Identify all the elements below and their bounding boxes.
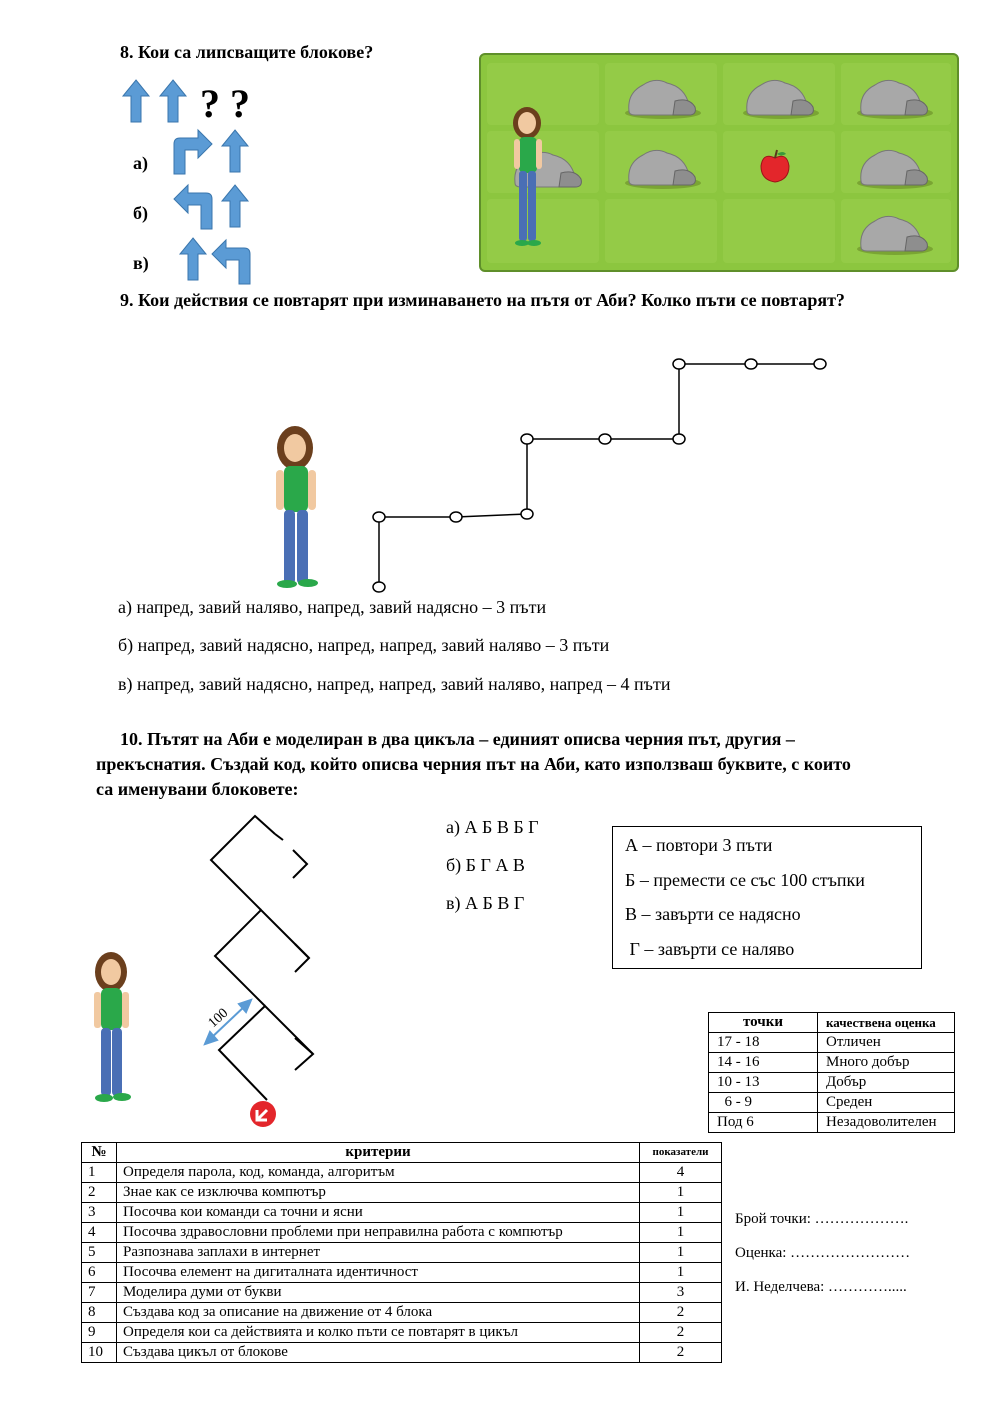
turn-left-arrow-icon bbox=[212, 240, 250, 284]
path-node bbox=[673, 434, 685, 444]
path-node bbox=[450, 512, 462, 522]
table-row: 6 - 9 Среден bbox=[709, 1093, 955, 1113]
path-node bbox=[373, 582, 385, 592]
block-legend bbox=[612, 826, 922, 969]
game-board-grid bbox=[479, 53, 959, 272]
legend-item-c: В – завърти се надясно bbox=[625, 904, 801, 924]
criteria-header-criteria: критерии bbox=[117, 1143, 640, 1163]
up-arrow-icon bbox=[160, 80, 186, 122]
table-row: 10 - 13 Добър bbox=[709, 1073, 955, 1093]
q10-title-line3: са именувани блоковете: bbox=[96, 779, 299, 799]
path-node bbox=[599, 434, 611, 444]
grade-header-quality: качествена оценка bbox=[818, 1013, 955, 1033]
table-row: 14 - 16 Много добър bbox=[709, 1053, 955, 1073]
q9-path-diagram bbox=[360, 350, 840, 600]
turn-left-arrow-icon bbox=[174, 185, 212, 229]
q10-zigzag-diagram bbox=[195, 810, 335, 1130]
table-row: 2 Знае как се изключва компютър 1 bbox=[82, 1183, 722, 1203]
question-marks: ? ? bbox=[200, 81, 250, 126]
table-row: 1 Определя парола, код, команда, алгоритъм 4 bbox=[82, 1163, 722, 1183]
path-node bbox=[745, 359, 757, 369]
teacher-field: И. Неделчева: …………..... bbox=[735, 1279, 907, 1295]
criteria-table bbox=[81, 1142, 722, 1363]
legend-item-a: А – повтори 3 пъти bbox=[625, 835, 773, 855]
distance-label: 100 bbox=[205, 1005, 232, 1031]
q8-option-c[interactable]: в) bbox=[133, 253, 149, 273]
path-node bbox=[373, 512, 385, 522]
table-row: 3 Посочва кои команди са точни и ясни 1 bbox=[82, 1203, 722, 1223]
q8-title: 8. Кои са липсващите блокове? bbox=[120, 42, 374, 62]
q8-option-a-arrows bbox=[172, 130, 252, 175]
up-arrow-icon bbox=[222, 185, 248, 227]
q10-option-b[interactable]: б) Б Г А В bbox=[446, 855, 525, 875]
path-node bbox=[814, 359, 826, 369]
q10-title-line2: прекъснатия. Създай код, който описва черния път на Аби, като използваш буквите, с които bbox=[96, 754, 851, 774]
q10-girl-character bbox=[84, 950, 144, 1110]
q8-sequence bbox=[122, 80, 212, 125]
path-node bbox=[521, 509, 533, 519]
path-node bbox=[673, 359, 685, 369]
q9-option-a[interactable]: а) напред, завий наляво, напред, завий надясно – 3 пъти bbox=[118, 597, 547, 617]
up-arrow-icon bbox=[222, 130, 248, 172]
q10-title-line1: 10. Пътят на Аби е моделиран в два цикъла – единият описва черния път, другия – bbox=[120, 729, 795, 749]
grade-field[interactable]: Оценка: …………………… bbox=[735, 1245, 911, 1261]
table-row: 10 Създава цикъл от блокове 2 bbox=[82, 1343, 722, 1363]
q8-option-a[interactable]: а) bbox=[133, 153, 148, 173]
q9-girl-character bbox=[262, 424, 332, 594]
table-row: 8 Създава код за описание на движение от 4 блока 2 bbox=[82, 1303, 722, 1323]
up-arrow-icon bbox=[180, 238, 206, 280]
q9-title: 9. Кои действия се повтарят при изминаването на пътя от Аби? Колко пъти се повтарят? bbox=[120, 290, 845, 310]
q9-option-b[interactable]: б) напред, завий надясно, напред, напред, завий наляво – 3 пъти bbox=[118, 635, 610, 655]
points-field[interactable]: Брой точки: ………………. bbox=[735, 1211, 909, 1227]
criteria-header-number: № bbox=[82, 1143, 117, 1163]
q8-option-b-arrows bbox=[172, 185, 252, 230]
path-node bbox=[521, 434, 533, 444]
grade-header-points: точки bbox=[709, 1013, 818, 1033]
table-row: 6 Посочва елемент на дигиталната идентичност 1 bbox=[82, 1263, 722, 1283]
up-arrow-icon bbox=[123, 80, 149, 122]
table-row: 4 Посочва здравословни проблеми при неправилна работа с компютър 1 bbox=[82, 1223, 722, 1243]
legend-item-d: Г – завърти се наляво bbox=[625, 939, 795, 959]
legend-item-b: Б – премести се със 100 стъпки bbox=[625, 870, 865, 890]
grade-table bbox=[708, 1012, 955, 1133]
q9-option-c[interactable]: в) напред, завий надясно, напред, напред, завий наляво, напред – 4 пъти bbox=[118, 674, 671, 694]
q8-option-c-arrows bbox=[180, 238, 260, 288]
table-row: 9 Определя кои са действията и колко пъти се повтарят в цикъл 2 bbox=[82, 1323, 722, 1343]
q8-option-b[interactable]: б) bbox=[133, 203, 148, 223]
table-row: 7 Моделира думи от букви 3 bbox=[82, 1283, 722, 1303]
table-row: 5 Разпознава заплахи в интернет 1 bbox=[82, 1243, 722, 1263]
q10-option-c[interactable]: в) А Б В Г bbox=[446, 893, 525, 913]
q10-option-a[interactable]: а) А Б В Б Г bbox=[446, 817, 539, 837]
criteria-header-points: показатели bbox=[640, 1143, 722, 1163]
table-row: Под 6 Незадоволителен bbox=[709, 1113, 955, 1133]
table-row: 17 - 18 Отличен bbox=[709, 1033, 955, 1053]
start-marker-icon bbox=[250, 1101, 276, 1127]
turn-right-arrow-icon bbox=[174, 130, 212, 174]
